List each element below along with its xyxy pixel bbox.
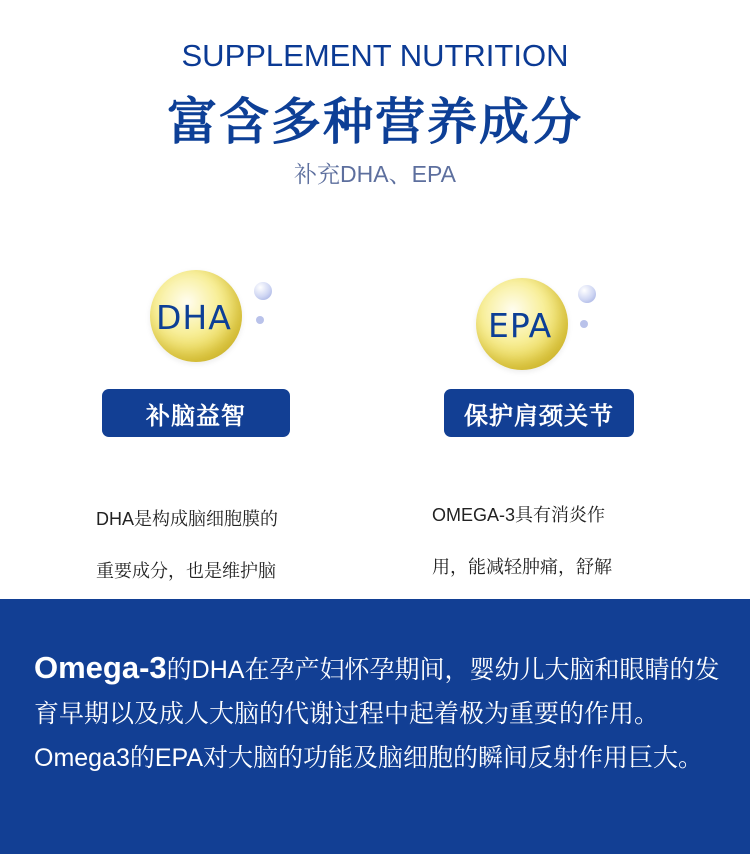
bubble-dot-small bbox=[256, 316, 264, 324]
page-title: 富含多种营养成分 bbox=[167, 94, 583, 150]
epa-badge-label: EPA bbox=[488, 306, 553, 345]
nutrient-card-dha bbox=[86, 0, 346, 600]
omega-body: 的DHA在孕产妇怀孕期间，婴幼儿大脑和眼睛的发育早期以及成人大脑的代谢过程中起着极为重要的作用。Omega3的EPA对大脑的功能及脑细胞的瞬间反射作用巨大。 bbox=[34, 656, 720, 772]
info-banner-text bbox=[34, 646, 724, 780]
dha-benefit-label: 补脑益智 bbox=[102, 389, 290, 437]
omega-lead: Omega-3 bbox=[34, 650, 167, 685]
nutrient-card-epa bbox=[400, 0, 660, 600]
dha-badge-label: DHA bbox=[156, 298, 232, 337]
page-subtitle: 补充DHA、EPA bbox=[294, 161, 456, 187]
epa-description-line: OMEGA-3具有消炎作 bbox=[432, 505, 606, 525]
dha-description-line: DHA是构成脑细胞膜的 bbox=[96, 509, 279, 529]
bubble-dot-large bbox=[578, 285, 596, 303]
epa-benefit-label: 保护肩颈关节 bbox=[444, 389, 634, 437]
bubble-dot-large bbox=[254, 282, 272, 300]
bubble-dot-small bbox=[580, 320, 588, 328]
eyebrow-text: SUPPLEMENT NUTRITION bbox=[181, 38, 569, 73]
epa-description-line: 用，能减轻肿痛，舒解 bbox=[432, 557, 612, 577]
dha-description-line: 重要成分，也是维护脑 bbox=[96, 561, 276, 581]
